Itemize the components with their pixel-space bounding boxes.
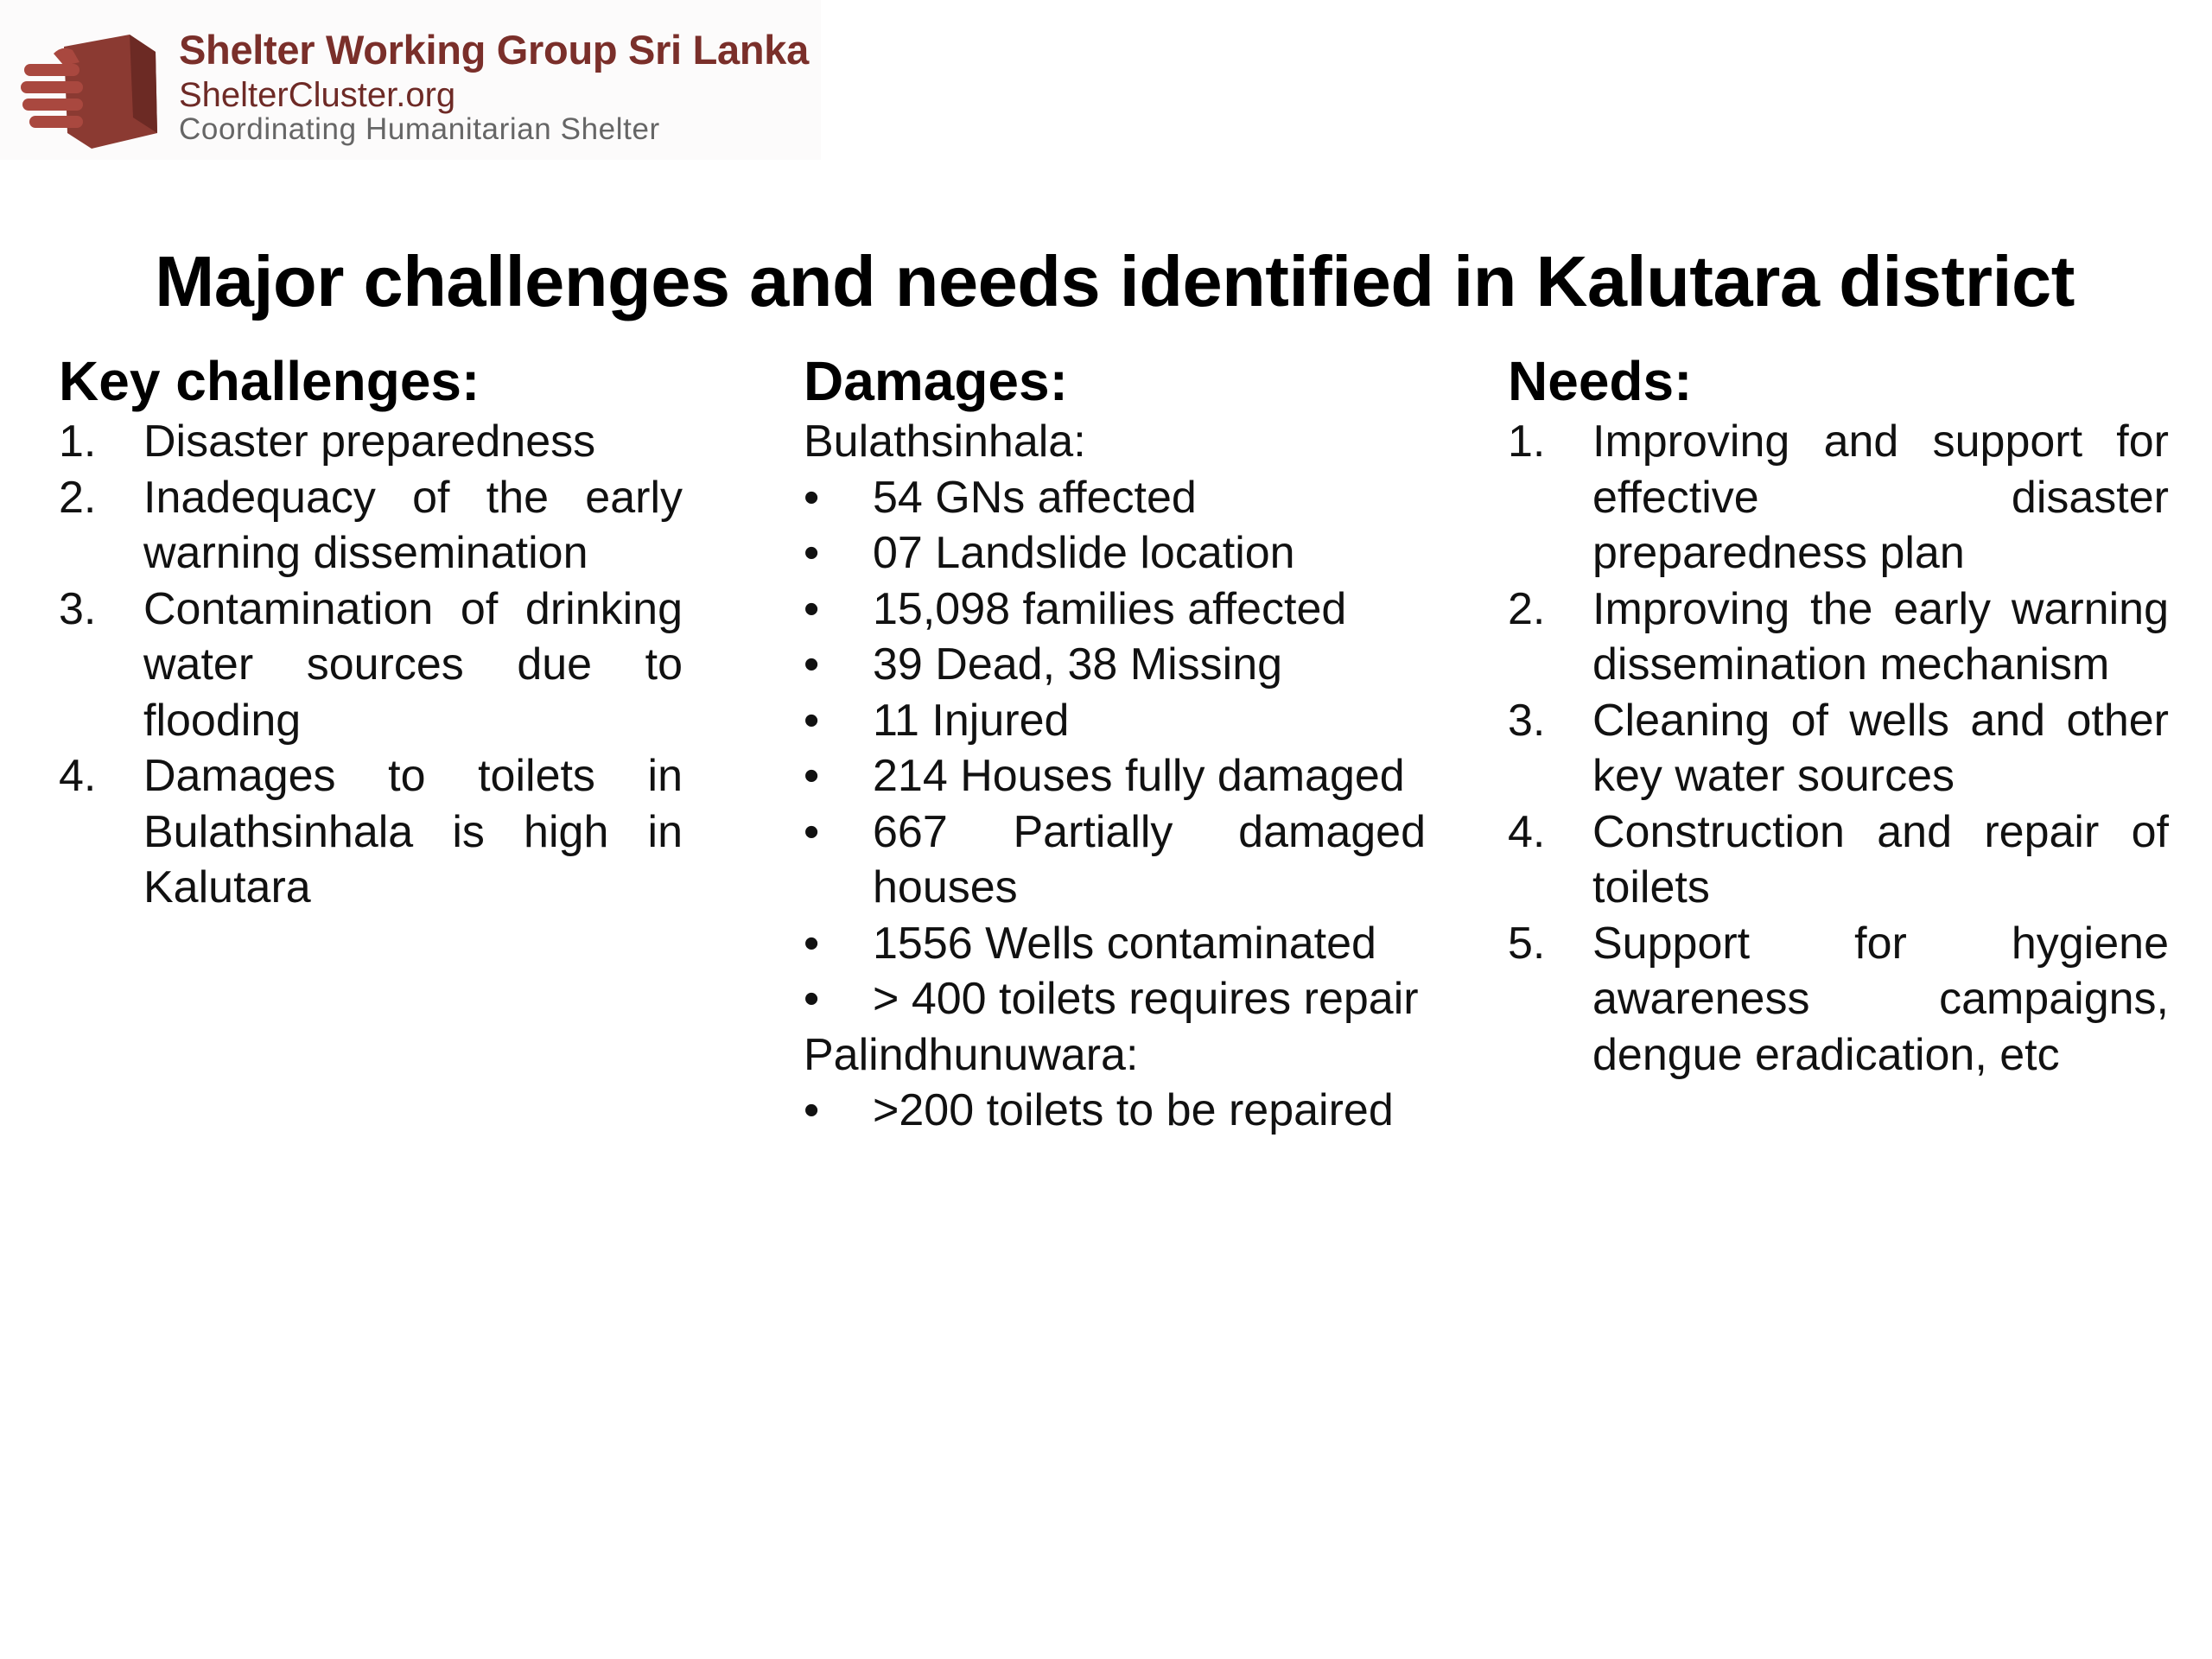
list-item (1508, 693, 2169, 804)
list-item (1508, 916, 2169, 1084)
hand-house-logo-icon (19, 28, 166, 149)
damages-group-palindhunuwara: Palindhunuwara: (804, 1029, 1139, 1080)
page-title: Major challenges and needs identified in Kalutara district (155, 241, 2075, 321)
list-item (1508, 582, 2169, 693)
item-text: Construction and repair of toilets (1592, 806, 2169, 912)
list-item (804, 525, 1426, 582)
item-text: Disaster preparedness (143, 416, 596, 467)
item-text: 39 Dead, 38 Missing (873, 639, 1283, 690)
key-challenges-list (59, 414, 683, 916)
item-text: 54 GNs affected (873, 472, 1197, 523)
list-item (804, 1083, 1426, 1139)
org-site: ShelterCluster.org (179, 76, 456, 114)
bullet-marker: • (804, 1085, 820, 1135)
item-text: 1556 Wells contaminated (873, 918, 1376, 969)
item-number: 2. (1508, 583, 1546, 634)
list-item (804, 971, 1426, 1027)
item-number: 3. (59, 583, 97, 634)
bullet-marker: • (804, 918, 820, 969)
item-number: 2. (59, 472, 97, 523)
palindhunuwara-damages-list (804, 1083, 1426, 1139)
bullet-marker: • (804, 528, 820, 578)
bullet-marker: • (804, 974, 820, 1024)
list-item (804, 582, 1426, 638)
list-item (59, 748, 683, 916)
list-item (804, 637, 1426, 693)
bullet-marker: • (804, 639, 820, 690)
item-number: 1. (59, 416, 97, 467)
list-item (59, 582, 683, 749)
item-number: 4. (59, 751, 97, 801)
item-text: 667 Partially damaged houses (873, 806, 1426, 912)
damages-heading: Damages: (804, 350, 1068, 412)
org-tagline: Coordinating Humanitarian Shelter (179, 112, 660, 146)
item-number: 1. (1508, 416, 1546, 467)
item-number: 3. (1508, 695, 1546, 746)
item-text: Damages to toilets in Bulathsinhala is high in Kalutara (143, 751, 683, 912)
damages-column (804, 350, 1426, 1139)
item-text: Inadequacy of the early warning dissemination (143, 472, 683, 578)
item-text: > 400 toilets requires repair (873, 974, 1419, 1024)
item-text: Contamination of drinking water sources due to flooding (143, 583, 683, 746)
bullet-marker: • (804, 583, 820, 634)
list-item (804, 748, 1426, 804)
bulathsinhala-damages-list (804, 470, 1426, 1027)
needs-list (1508, 414, 2169, 1083)
list-item (804, 470, 1426, 526)
list-item (804, 693, 1426, 749)
item-text: Support for hygiene awareness campaigns, dengue eradication, etc (1592, 918, 2169, 1080)
key-challenges-heading: Key challenges: (59, 350, 480, 412)
list-item (1508, 804, 2169, 916)
item-text: 15,098 families affected (873, 583, 1347, 634)
item-text: Cleaning of wells and other key water sources (1592, 695, 2169, 801)
bullet-marker: • (804, 695, 820, 746)
item-text: Improving and support for effective disaster preparedness plan (1592, 416, 2169, 578)
item-text: >200 toilets to be repaired (873, 1085, 1394, 1135)
item-text: 07 Landslide location (873, 528, 1295, 578)
logo-header (0, 0, 821, 160)
bullet-marker: • (804, 806, 820, 857)
org-name: Shelter Working Group Sri Lanka (179, 27, 809, 73)
list-item (59, 470, 683, 582)
list-item (59, 414, 683, 470)
needs-heading: Needs: (1508, 350, 1693, 412)
bullet-marker: • (804, 472, 820, 523)
key-challenges-column (59, 350, 683, 916)
item-text: Improving the early warning dissemination mechanism (1592, 583, 2169, 690)
list-item (1508, 414, 2169, 582)
list-item (804, 916, 1426, 972)
needs-column (1508, 350, 2169, 1083)
item-number: 4. (1508, 806, 1546, 857)
item-text: 11 Injured (873, 695, 1070, 746)
list-item (804, 804, 1426, 916)
item-number: 5. (1508, 918, 1546, 969)
damages-group-bulathsinhala: Bulathsinhala: (804, 416, 1086, 467)
bullet-marker: • (804, 751, 820, 801)
item-text: 214 Houses fully damaged (873, 751, 1405, 801)
